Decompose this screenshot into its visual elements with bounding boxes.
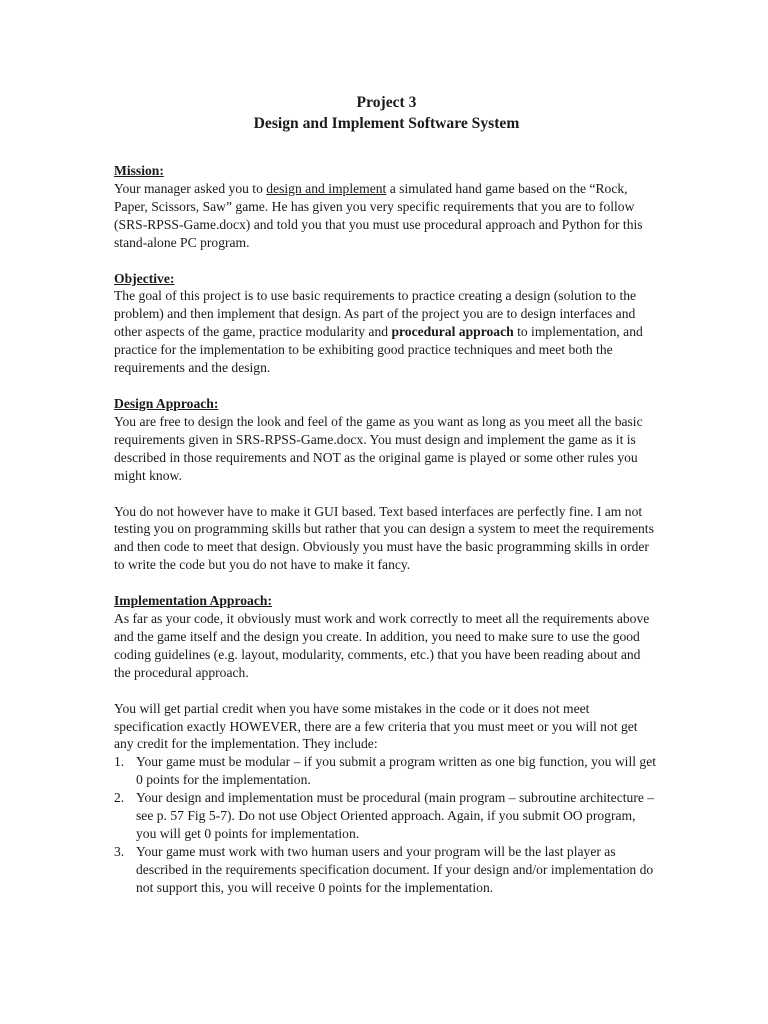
objective-text-start: The goal of this project is to use basic requirements to practice creating a design (solution to the problem) and then implement that design. As part of the project you are to design interfaces and other aspects of the game, practice modularity and — [114, 288, 637, 340]
list-item-text: Your game must work with two human users and your program will be the last player as described in the requirements specification document. If your design and/or implementation do not support this, you will receive 0 points for the implementation. — [136, 843, 654, 895]
list-item-text: Your game must be modular – if you submit a program written as one big function, you will get 0 points for the implementation. — [136, 754, 657, 788]
list-item-text: Your design and implementation must be procedural (main program – subroutine architecture – see p. 57 Fig 5-7). Do not use Object Oriented approach. Again, if you submit OO program, you will get 0 points for implementation. — [136, 790, 655, 841]
mission-text — [114, 180, 659, 252]
list-item-number: 3. — [114, 843, 125, 859]
objective-text — [114, 287, 659, 377]
title-line-1: Project 3 — [356, 94, 417, 111]
objective-section — [114, 270, 659, 377]
implementation-approach-para-1: As far as your code, it obviously must work and work correctly to meet all the requirements above and the game itself and the design you create. In addition, you need to make sure to use the good coding guidelines (e.g. layout, modularity, comments, etc.) that you have been reading about and the procedural approach. — [114, 611, 650, 680]
implementation-approach-section — [114, 592, 659, 897]
mission-underlined-phrase: design and implement — [266, 180, 387, 196]
list-item — [114, 789, 659, 843]
title-line-2: Design and Implement Software System — [253, 115, 520, 132]
mission-section — [114, 162, 659, 252]
design-approach-section — [114, 395, 659, 574]
list-item — [114, 843, 659, 897]
mission-heading: Mission: — [114, 163, 164, 178]
objective-bold-phrase: procedural approach — [391, 324, 514, 340]
design-approach-para-2: You do not however have to make it GUI based. Text based interfaces are perfectly fine. I am not testing you on programming skills but rather that you can design a system to meet the requirements and then code to meet that design. Obviously you must have the basic programming skills in order to write the code but you do not have to make it fancy. — [114, 503, 654, 573]
mission-text-end: a simulated hand game based on the “Rock, Paper, Scissors, Saw” game. He has given you very specific requirements that you are to follow (SRS-RPSS-Game.docx) and told you that you must use procedural approach and Python for this stand-alone PC program. — [114, 180, 643, 250]
document-title — [114, 92, 659, 134]
criteria-list — [114, 753, 659, 896]
mission-text-start: Your manager asked you to — [114, 180, 267, 196]
implementation-approach-para-2: You will get partial credit when you have some mistakes in the code or it does not meet specification exactly HOWEVER, there are a few criteria that you must meet or you will not get any credit for the implementation. They include: — [114, 700, 638, 752]
list-item-number: 1. — [114, 754, 125, 770]
implementation-approach-heading: Implementation Approach: — [114, 593, 272, 609]
objective-text-end: to implementation, and practice for the implementation to be exhibiting good practice techniques and meet both the requirements and the design. — [114, 324, 643, 376]
list-item-number: 2. — [114, 790, 125, 806]
design-approach-heading: Design Approach: — [114, 395, 219, 411]
list-item — [114, 753, 659, 789]
document-page — [114, 92, 659, 897]
objective-heading: Objective: — [114, 270, 175, 286]
design-approach-para-1: You are free to design the look and feel of the game as you want as long as you meet all the basic requirements given in SRS-RPSS-Game.docx. You must design and implement the game as it is described in those requirements and NOT as the original game is played or some other rules you might know. — [114, 413, 643, 483]
